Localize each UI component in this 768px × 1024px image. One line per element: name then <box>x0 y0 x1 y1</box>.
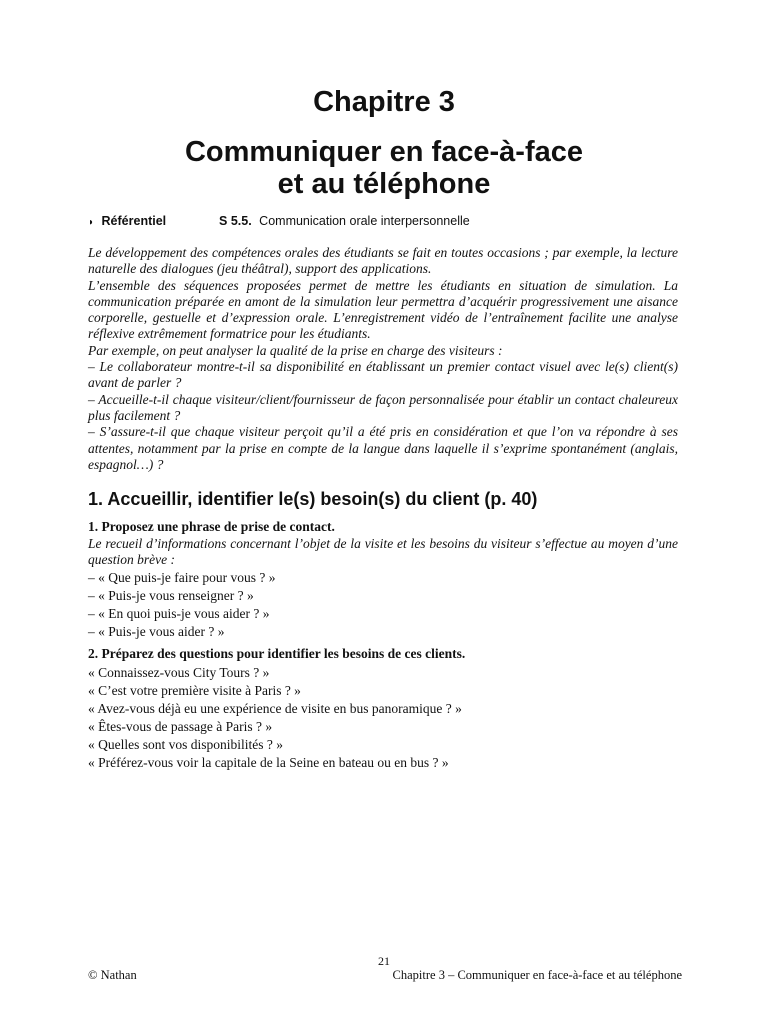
chapter-title-line-2: et au téléphone <box>277 168 491 200</box>
list-item: « Connaissez-vous City Tours ? » <box>88 665 270 680</box>
referentiel-label: Référentiel <box>101 214 167 228</box>
list-item: « Préférez-vous voir la capitale de la Seine en bateau ou en bus ? » <box>88 755 449 770</box>
intro-paragraph: – S’assure-t-il que chaque visiteur perçoit qu’il a été pris en considération et que l’on va répondre à ses attentes, notamment par la prise en compte de la langue dans laquelle il s’exprime spontanément (anglais, espagnol…) ? <box>88 424 678 472</box>
answer-1-list <box>88 569 688 641</box>
referentiel-text: Communication orale interpersonnelle <box>259 214 470 228</box>
section-title: 1. Accueillir, identifier le(s) besoin(s) du client (p. 40) <box>88 489 538 509</box>
answer-2-list <box>88 664 688 772</box>
list-item: – « Que puis-je faire pour vous ? » <box>88 570 276 585</box>
footer-running-title: Chapitre 3 – Communiquer en face-à-face et au téléphone <box>392 968 682 982</box>
referentiel-code: S 5.5. <box>219 214 252 228</box>
list-item: – « En quoi puis-je vous aider ? » <box>88 606 270 621</box>
list-item: « C’est votre première visite à Paris ? » <box>88 683 301 698</box>
intro-paragraph: L’ensemble des séquences proposées permet de mettre les étudiants en situation de simulation. La communication préparée en amont de la simulation leur permettra d’acquérir progressivement une aisance corporelle, gestuelle et d’expression orale. L’enregistrement vidéo de l’entraînement facilite une analyse réflexive extrêmement formatrice pour les étudiants. <box>88 277 678 342</box>
intro-paragraph: – Accueille-t-il chaque visiteur/client/fournisseur de façon personnalisée pour établir un contact chaleureux plus facilement ? <box>88 391 678 423</box>
chapter-title <box>0 136 768 200</box>
list-item: « Quelles sont vos disponibilités ? » <box>88 737 283 752</box>
bullet-arrow-icon: ◗ <box>88 217 95 228</box>
intro-text <box>88 245 678 473</box>
question-1: 1. Proposez une phrase de prise de contact. <box>88 519 335 534</box>
footer-copyright: © Nathan <box>88 968 137 982</box>
referentiel-line <box>88 213 688 231</box>
chapter-number: Chapitre 3 <box>313 86 455 118</box>
answer-1-intro: Le recueil d’informations concernant l’objet de la visite et les besoins du visiteur s’effectue au moyen d’une question brève : <box>88 536 678 567</box>
list-item: – « Puis-je vous aider ? » <box>88 624 225 639</box>
intro-paragraph: – Le collaborateur montre-t-il sa disponibilité en établissant un premier contact visuel avec le(s) client(s) avant de parler ? <box>88 359 678 391</box>
question-2: 2. Préparez des questions pour identifier les besoins de ces clients. <box>88 646 466 661</box>
list-item: « Avez-vous déjà eu une expérience de visite en bus panoramique ? » <box>88 701 462 716</box>
intro-paragraph: Le développement des compétences orales des étudiants se fait en toutes occasions ; par exemple, la lecture naturelle des dialogues (jeu théâtral), support des applications. <box>88 245 678 277</box>
list-item: « Êtes-vous de passage à Paris ? » <box>88 719 273 734</box>
page-number: 21 <box>378 954 390 968</box>
list-item: – « Puis-je vous renseigner ? » <box>88 588 254 603</box>
chapter-title-line-1: Communiquer en face-à-face <box>184 136 584 168</box>
intro-paragraph: Par exemple, on peut analyser la qualité de la prise en charge des visiteurs : <box>88 342 503 358</box>
